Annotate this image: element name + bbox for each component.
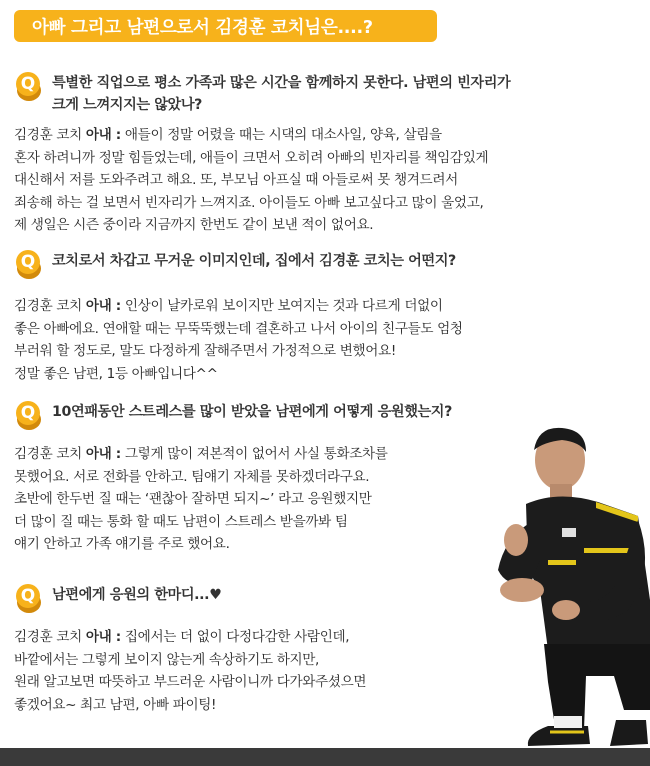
question-text: 특별한 직업으로 평소 가족과 많은 시간을 함께하지 못한다. 남편의 빈자리가 크게 느껴지지는 않았나? [52,75,511,113]
question-4 [16,584,221,613]
q-badge-icon: Q [16,401,40,430]
page-title: 아빠 그리고 남편으로서 김경훈 코치님은....? [32,17,373,38]
footer-bar [0,748,650,766]
question-text: 남편에게 응원의 한마디...♥ [52,587,222,603]
q-badge-icon: Q [16,250,40,279]
title-banner [14,10,437,42]
q-badge-icon: Q [16,584,40,613]
answer-2: 김경훈 코치 아내 : 인상이 날카로워 보이지만 보여지는 것과 다르게 더없이 좋은 아빠에요. 연애할 때는 무뚝뚝했는데 결혼하고 나서 아이의 친구들도 엄청 부러워 할 정도로, 말도 다정하게 잘해주면서 가정적으로 변했어요! 정말 좋은 남편, 1등 아빠입니다^^ [14,298,463,382]
question-3 [16,401,452,430]
answer-3: 김경훈 코치 아내 : 그렇게 많이 져본적이 없어서 사실 통화조차를 못했어요. 서로 전화를 안하고. 팀얘기 자체를 못하겠더라구요. 초반에 한두번 질 때는 ‘괜찮아 잘하면 되지~’ 라고 응원했지만 더 많이 질 때는 통화 할 때도 남편이 스트레스 받을까봐 팀 얘기 안하고 가족 얘기를 주로 했어요. [14,446,388,552]
answer-1: 김경훈 코치 아내 : 애들이 정말 어렸을 때는 시댁의 대소사일, 양육, 살림을 혼자 하려니까 정말 힘들었는데, 애들이 크면서 오히려 아빠의 빈자리를 책임감있게 대신해서 저를 도와주려고 해요. 또, 부모님 아프실 때 아들로써 못 챙겨드려서 죄송해 하는 걸 보면서 빈자리가 느껴지죠. 아이들도 아빠 보고싶다고 많이 울었고, 제 생일은 시즌 중이라 지금까지 한번도 같이 보낸 적이 없어요. [14,127,489,233]
question-text: 10연패동안 스트레스를 많이 받았을 남편에게 어떻게 응원했는지? [52,404,452,420]
question-text: 코치로서 차갑고 무거운 이미지인데, 집에서 김경훈 코치는 어떤지? [52,253,456,269]
question-2 [16,250,456,279]
question-1 [16,72,510,116]
q-badge-icon: Q [16,72,40,101]
answer-4: 김경훈 코치 아내 : 집에서는 더 없이 다정다감한 사람인데, 바깥에서는 그렇게 보이지 않는게 속상하기도 하지만, 원래 알고보면 따뜻하고 부드러운 사람이니까 다가와주셨으면 좋겠어요~ 최고 남편, 아빠 파이팅! [14,629,367,713]
coach-photo [488,420,650,754]
